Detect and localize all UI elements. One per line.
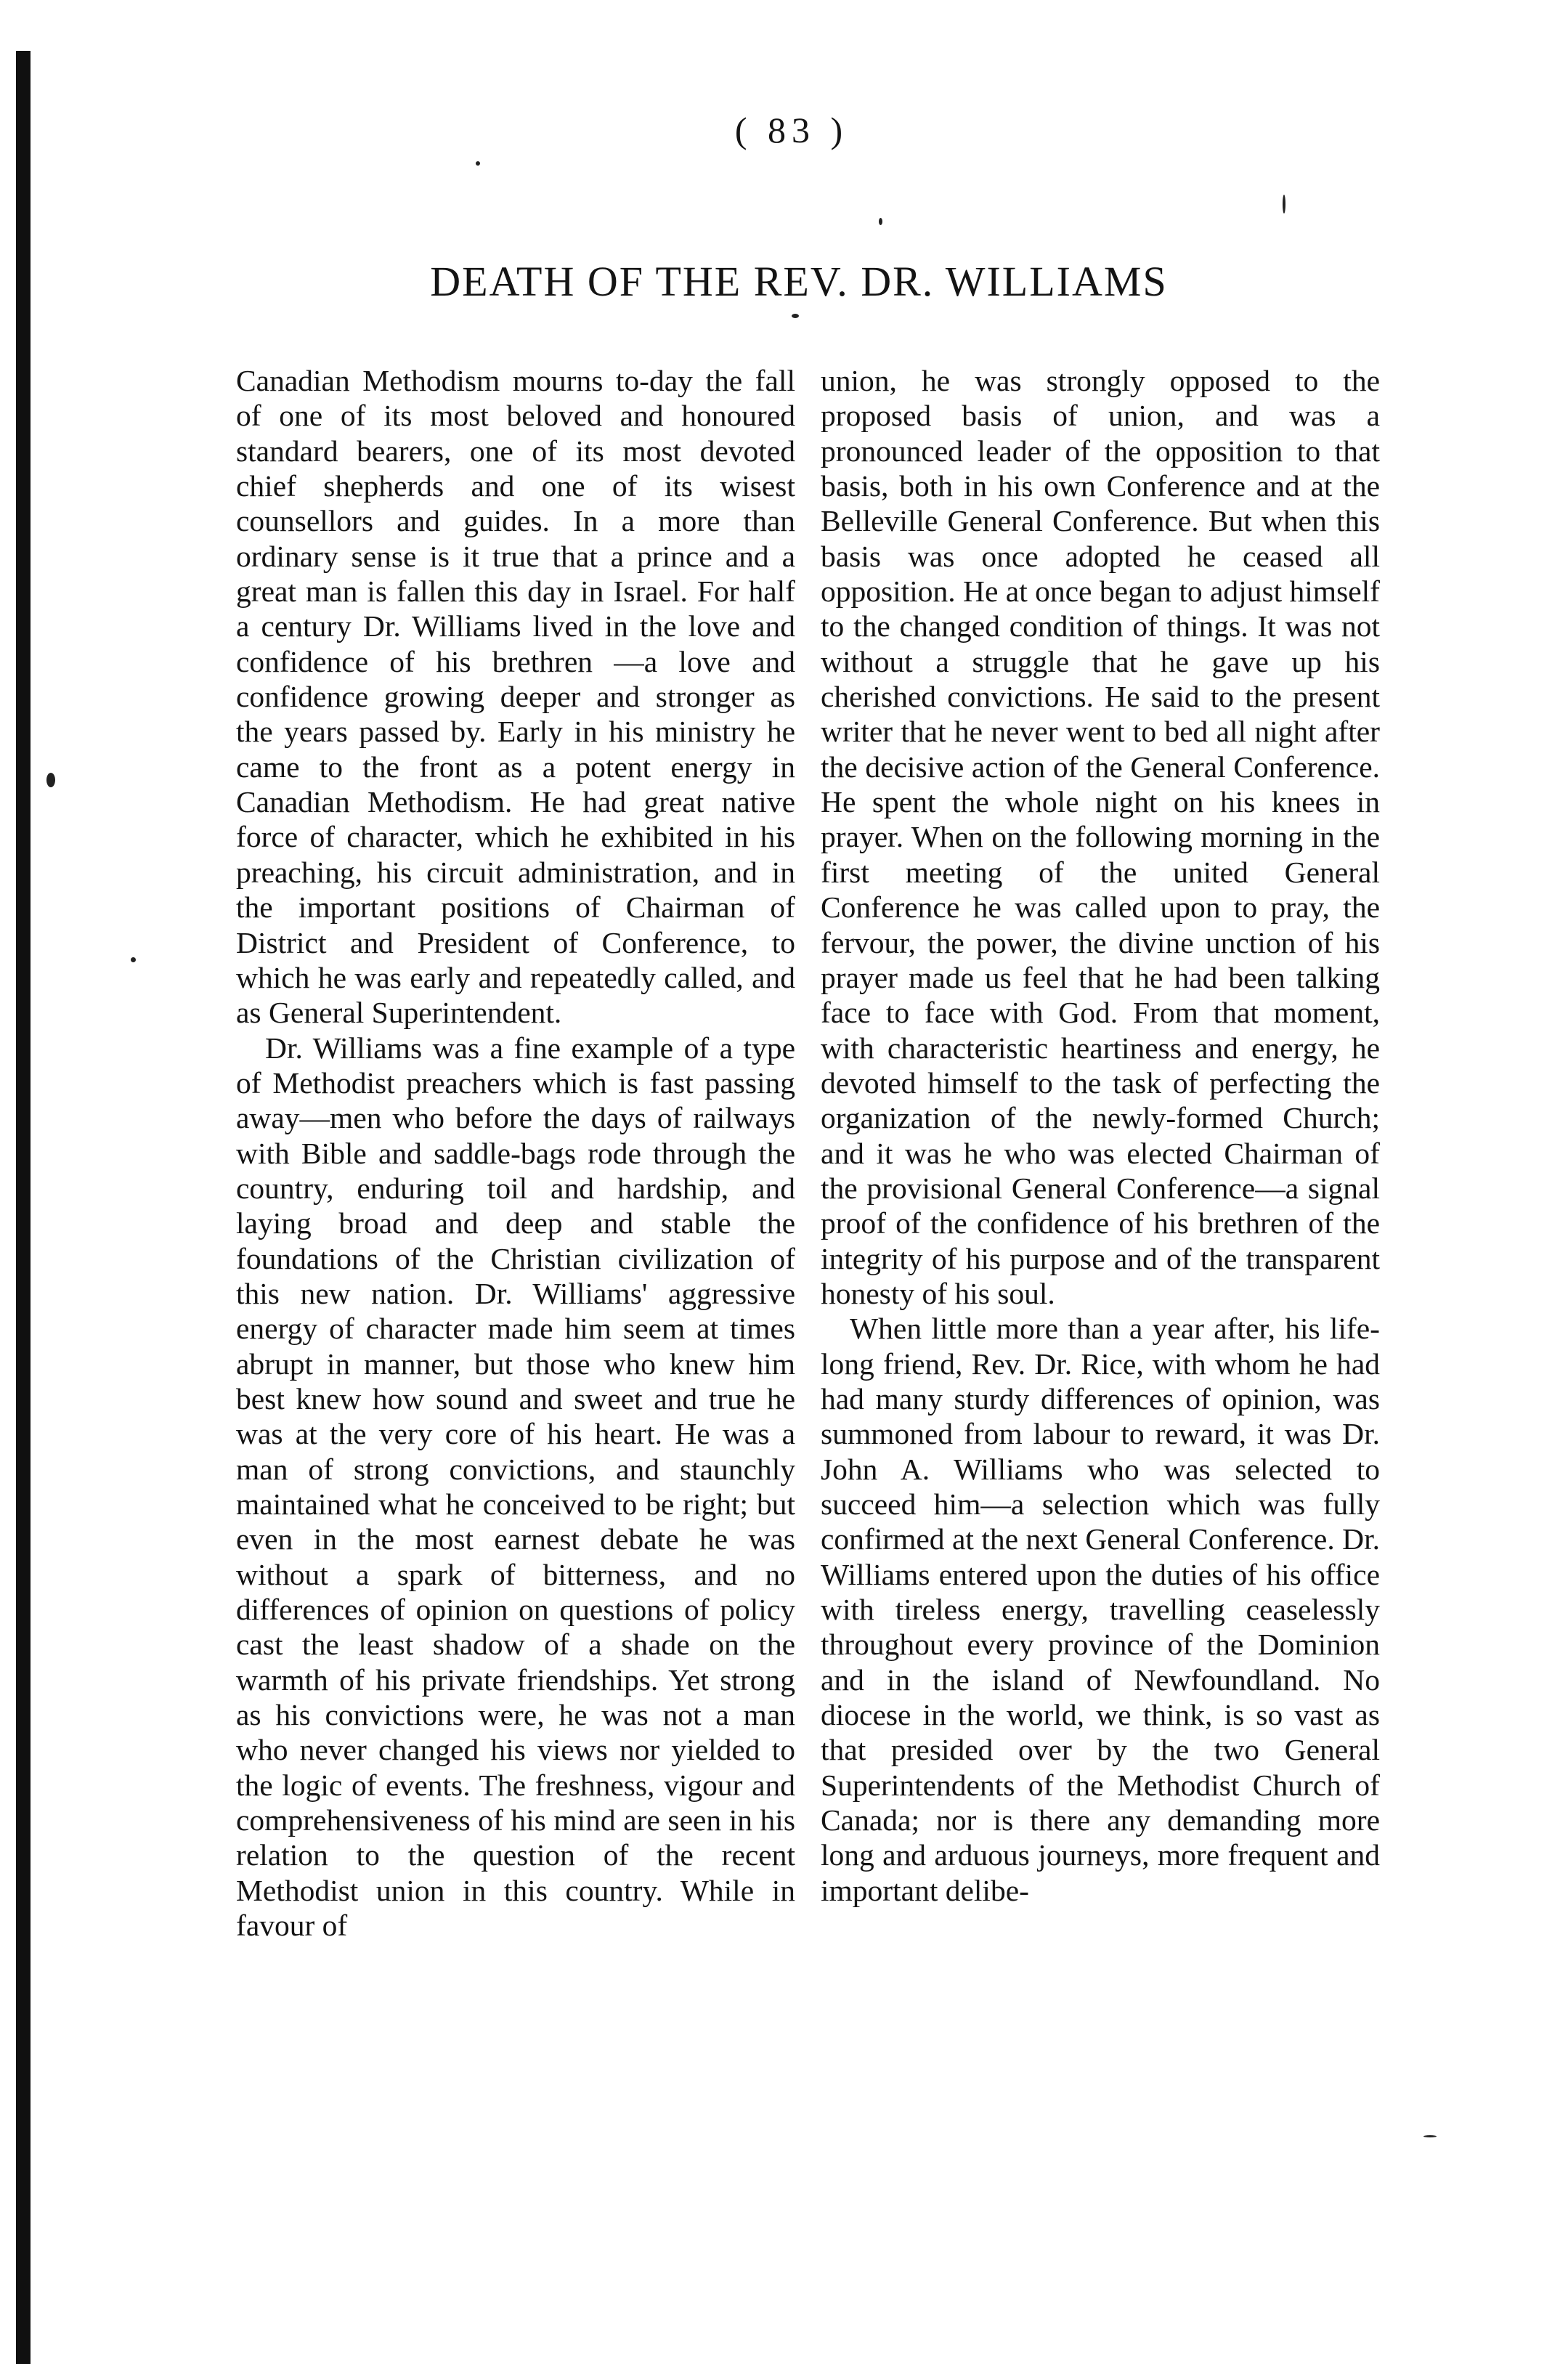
paragraph: Canadian Methodism mourns to-day the fall of one of its most beloved and honoured standard bearers, one of its most devoted chief shepherds and one of its wisest counsellors and guides. In a more than ordinary sense is it true that a prince and a great man is fallen this day in Israel. For half a century Dr. Williams lived in the love and confidence of his brethren —a love and confidence growing deeper and stronger as the years passed by. Early in his ministry he came to the front as a potent energy in Canadian Methodism. He had great native force of character, which he exhibited in his preaching, his circuit administration, and in the important positions of Chairman of District and President of Conference, to which he was early and repeatedly called, and as General Superintendent.	[236, 364, 795, 1030]
scan-speck	[1423, 2135, 1437, 2137]
scan-speck	[476, 161, 480, 166]
article-column-right	[821, 363, 1380, 1908]
scan-speck	[46, 773, 55, 787]
paragraph: When little more than a year after, his life-long friend, Rev. Dr. Rice, with whom he had had many sturdy differences of opinion, was summoned from labour to reward, it was Dr. John A. Williams who was selected to succeed him—a selection which was fully confirmed at the next General Conference. Dr. Williams entered upon the duties of his office with tireless energy, travelling ceaselessly throughout every province of the Dominion and in the island of Newfoundland. No diocese in the world, we think, is so vast as that presided over by the two General Superintendents of the Methodist Church of Canada; nor is there any demanding more long and arduous journeys, more frequent and important delibe-	[821, 1312, 1380, 1907]
scan-speck	[1283, 195, 1285, 214]
paragraph: Dr. Williams was a fine example of a type of Methodist preachers which is fast passing away—men who before the days of railways with Bible and saddle-bags rode through the country, enduring toil and hardship, and laying broad and deep and stable the foundations of the Christian civilization of this new nation. Dr. Williams' aggressive energy of character made him seem at times abrupt in manner, but those who knew him best knew how sound and sweet and true he was at the very core of his heart. He was a man of strong convictions, and staunchly maintained what he conceived to be right; but even in the most earnest debate he was without a spark of bitterness, and no differences of opinion on questions of policy cast the least shadow of a shade on the warmth of his private friendships. Yet strong as his convictions were, he was not a man who never changed his views nor yielded to the logic of events. The freshness, vigour and comprehensiveness of his mind are seen in his relation to the question of the recent Methodist union in this country. While in favour of	[236, 1031, 795, 1943]
scan-speck	[792, 314, 799, 318]
page-number: ( 83 )	[734, 110, 849, 150]
article-title: DEATH OF THE REV. DR. WILLIAMS	[430, 258, 1168, 305]
scan-speck	[879, 218, 882, 225]
scan-speck	[131, 957, 136, 962]
scan-binding-edge	[16, 51, 31, 2364]
article-column-left	[236, 363, 795, 1943]
paragraph: union, he was strongly opposed to the proposed basis of union, and was a pronounced leader of the opposition to that basis, both in his own Conference and at the Belleville General Conference. But when this basis was once adopted he ceased all opposition. He at once began to adjust himself to the changed condition of things. It was not without a struggle that he gave up his cherished convictions. He said to the present writer that he never went to bed all night after the decisive action of the General Conference. He spent the whole night on his knees in prayer. When on the following morning in the first meeting of the united General Conference he was called upon to pray, the fervour, the power, the divine unction of his prayer made us feel that he had been talking face to face with God. From that moment, with characteristic heartiness and energy, he devoted himself to the task of perfecting the organization of the newly-formed Church; and it was he who was elected Chairman of the provisional General Conference—a signal proof of the confidence of his brethren of the integrity of his purpose and of the transparent honesty of his soul.	[821, 364, 1380, 1310]
